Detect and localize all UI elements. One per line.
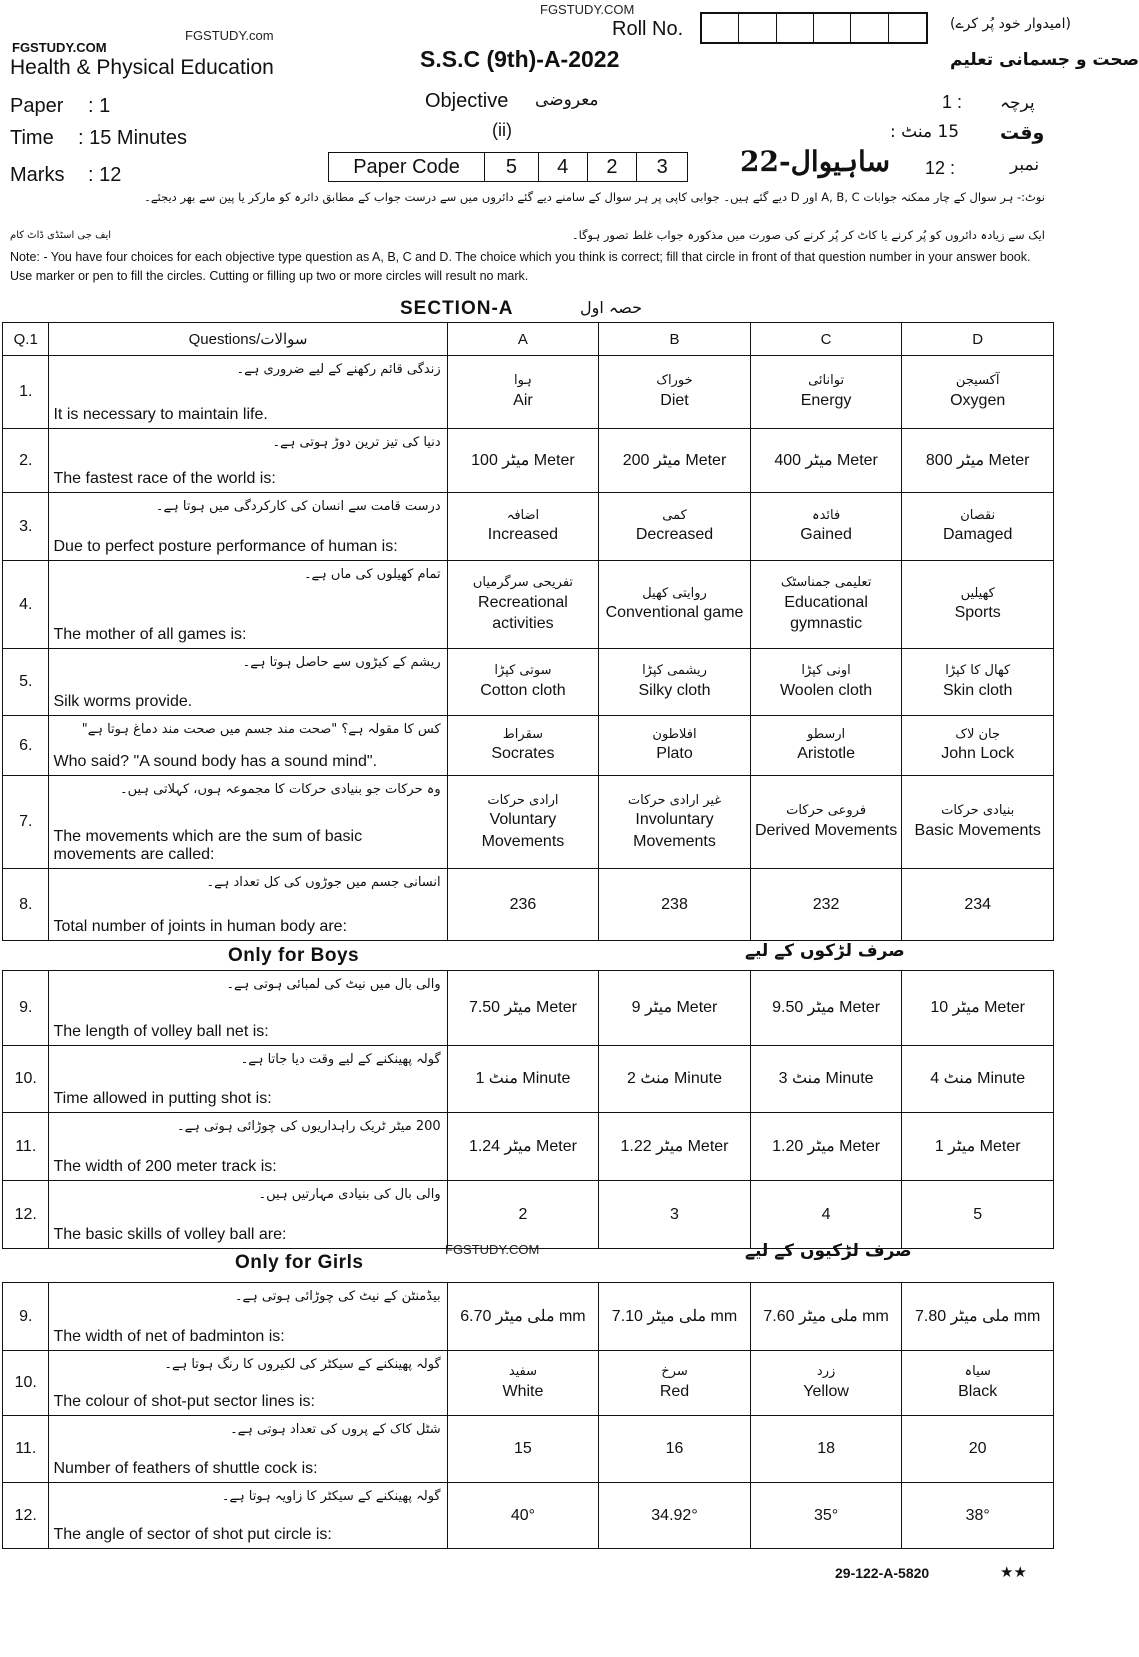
header-d: D — [902, 323, 1054, 356]
option-english: میٹر 1.20 Meter — [772, 1137, 881, 1155]
option-english: میٹر 100 Meter — [471, 451, 575, 469]
option-c — [750, 561, 902, 649]
question-number: 7. — [3, 776, 49, 869]
option-english: 16 — [665, 1440, 684, 1458]
question-row — [3, 869, 1054, 941]
marks-label: Marks — [10, 164, 65, 186]
option-urdu: روایتی کھیل — [642, 585, 707, 601]
option-b — [599, 561, 751, 649]
question-english: Time allowed in putting shot is: — [53, 1090, 272, 1107]
option-a — [447, 1283, 599, 1351]
option-english: ملی میٹر 6.70 mm — [460, 1307, 586, 1325]
option-english: میٹر 1.24 Meter — [468, 1137, 577, 1155]
paper-code-digit: 3 — [656, 155, 668, 178]
question-number: 6. — [3, 716, 49, 776]
question-number: 12. — [3, 1181, 49, 1249]
question-urdu: کس کا مقولہ ہے؟ "صحت مند جسم میں صحت مند دماغ ہوتا ہے" — [81, 722, 441, 737]
question-english: The movements which are the sum of basic movements are called: — [53, 828, 363, 863]
option-english: منٹ 1 Minute — [475, 1070, 571, 1088]
boys-title: Only for Boys — [228, 945, 360, 966]
option-urdu: افلاطون — [652, 726, 697, 742]
paper-code-digit: 2 — [588, 153, 638, 181]
option-english: ملی میٹر 7.10 mm — [611, 1307, 738, 1325]
paper-urdu: پرچہ — [1000, 93, 1035, 113]
option-urdu: آکسیجن — [955, 373, 1000, 389]
question-english: The width of 200 meter track is: — [53, 1158, 277, 1175]
question-number: 9. — [3, 1283, 49, 1351]
header-c: C — [750, 323, 902, 356]
option-english: 20 — [968, 1440, 987, 1458]
option-english: Diet — [660, 391, 689, 409]
option-english: Sports — [954, 604, 1001, 622]
option-a — [447, 716, 599, 776]
question-row — [3, 429, 1054, 493]
option-c — [750, 716, 902, 776]
option-english: John Lock — [941, 745, 1015, 763]
option-d — [902, 869, 1054, 941]
question-urdu: وہ حرکات جو بنیادی حرکات کا مجموعہ ہوں، کہلاتی ہیں۔ — [119, 782, 441, 797]
header-a: A — [447, 323, 599, 356]
question-english: The basic skills of volley ball are: — [53, 1226, 287, 1243]
option-d — [902, 429, 1054, 493]
handwritten-board-mark: ساہیوال-22 — [740, 145, 891, 178]
question-cell — [49, 493, 447, 561]
option-d — [902, 1483, 1054, 1549]
option-urdu: سقراط — [502, 726, 544, 742]
option-c — [750, 429, 902, 493]
roll-note-urdu: (امیدوار خود پُر کرے) — [950, 16, 1071, 32]
option-english: 5 — [973, 1205, 983, 1223]
option-english: 3 — [670, 1205, 679, 1223]
option-english: 234 — [964, 895, 992, 913]
option-english: Silky cloth — [638, 681, 711, 699]
time-urdu: وقت — [1000, 122, 1045, 144]
question-row — [3, 971, 1054, 1046]
paper-code-box — [328, 152, 688, 182]
option-urdu: ہوا — [513, 373, 532, 389]
option-urdu: فروعی حرکات — [786, 803, 867, 819]
option-english: ملی میٹر 7.60 mm — [763, 1307, 889, 1325]
option-a — [447, 971, 599, 1046]
option-c — [750, 1046, 902, 1113]
option-english: Basic Movements — [914, 821, 1041, 839]
question-cell — [49, 776, 447, 869]
option-d — [902, 716, 1054, 776]
option-d — [902, 356, 1054, 429]
option-english: Increased — [487, 526, 559, 544]
option-urdu: غیر ارادی حرکات — [627, 792, 722, 808]
option-english: Educational gymnastic — [784, 593, 868, 633]
option-urdu: کمی — [662, 507, 687, 523]
question-english: Total number of joints in human body are: — [53, 918, 347, 935]
question-row — [3, 776, 1054, 869]
option-urdu: تفریحی سرگرمیاں — [472, 575, 574, 591]
question-english: Due to perfect posture performance of human is: — [53, 538, 398, 555]
option-english: 40° — [510, 1506, 536, 1524]
question-row — [3, 561, 1054, 649]
option-c — [750, 1181, 902, 1249]
girls-title: Only for Girls — [235, 1252, 364, 1273]
girls-title-urdu: صرف لڑکیوں کے لیے — [745, 1241, 912, 1261]
option-d — [902, 649, 1054, 716]
question-english: Number of feathers of shuttle cock is: — [53, 1460, 318, 1477]
exam-title: S.S.C (9th)-A-2022 — [420, 46, 620, 72]
question-cell — [49, 649, 447, 716]
question-row — [3, 493, 1054, 561]
marks-value: : 12 — [88, 164, 122, 186]
question-number: 8. — [3, 869, 49, 941]
option-english: میٹر 200 Meter — [622, 451, 727, 469]
option-c — [750, 1113, 902, 1181]
option-d — [902, 1416, 1054, 1483]
paper-label: Paper — [10, 95, 64, 117]
watermark: FGSTUDY.COM — [445, 1242, 540, 1257]
question-number: 11. — [3, 1416, 49, 1483]
watermark: FGSTUDY.COM — [12, 40, 107, 55]
option-c — [750, 1416, 902, 1483]
section-a-title: SECTION-A — [400, 298, 514, 319]
question-cell — [49, 1351, 447, 1416]
option-urdu: اونی کپڑا — [801, 663, 851, 679]
question-cell — [49, 869, 447, 941]
question-english: The width of net of badminton is: — [53, 1328, 285, 1345]
option-urdu: جان لاک — [955, 726, 1001, 742]
boys-title-urdu: صرف لڑکوں کے لیے — [745, 941, 905, 961]
question-urdu: بیڈمنٹن کے نیٹ کی چوڑائی ہوتی ہے۔ — [234, 1289, 441, 1304]
question-number: 12. — [3, 1483, 49, 1549]
marks-urdu: نمبر — [1010, 155, 1040, 175]
watermark-urdu: ایف جی اسٹڈی ڈاٹ کام — [10, 230, 112, 241]
option-english: میٹر 400 Meter — [774, 451, 878, 469]
option-c — [750, 356, 902, 429]
question-row — [3, 649, 1054, 716]
option-urdu: سوتی کپڑا — [494, 663, 552, 679]
question-english: It is necessary to maintain life. — [53, 406, 268, 423]
roll-no-boxes[interactable] — [700, 12, 928, 44]
option-english: Gained — [800, 526, 852, 544]
option-english: 15 — [514, 1440, 532, 1458]
objective-label: Objective — [425, 90, 509, 112]
question-cell — [49, 1416, 447, 1483]
option-english: White — [502, 1382, 544, 1400]
option-c — [750, 1483, 902, 1549]
option-c — [750, 971, 902, 1046]
option-urdu: اضافہ — [506, 507, 540, 523]
question-row — [3, 1283, 1054, 1351]
option-english: Derived Movements — [754, 821, 898, 839]
option-urdu: نقصان — [960, 507, 996, 523]
paper-value: : 1 — [88, 95, 111, 117]
question-number: 5. — [3, 649, 49, 716]
option-english: Conventional game — [605, 604, 744, 622]
option-c — [750, 1351, 902, 1416]
option-b — [599, 429, 751, 493]
question-english: The fastest race of the world is: — [53, 470, 276, 487]
roll-no-label: Roll No. — [612, 18, 684, 40]
question-urdu: والی بال کی بنیادی مہارتیں ہیں۔ — [258, 1187, 441, 1202]
option-b — [599, 1283, 751, 1351]
option-a — [447, 1351, 599, 1416]
option-urdu: سیاہ — [964, 1364, 991, 1380]
option-urdu: تعلیمی جمناسٹک — [780, 575, 872, 591]
note-urdu-2: ایک سے زیادہ دائروں کو پُر کرنے یا کاٹ کر پُر کرنے کی صورت میں مذکورہ جواب غلط تصور ہوگا۔ — [571, 228, 1045, 242]
option-urdu: کھال کا کپڑا — [945, 663, 1011, 679]
option-english: میٹر 9 Meter — [631, 999, 718, 1017]
question-row — [3, 716, 1054, 776]
option-d — [902, 1351, 1054, 1416]
option-b — [599, 869, 751, 941]
option-english: 238 — [661, 895, 688, 913]
question-cell — [49, 1113, 447, 1181]
option-b — [599, 1046, 751, 1113]
question-urdu: گولہ پھینکنے کے سیکٹر کا زاویہ ہوتا ہے۔ — [221, 1489, 441, 1504]
option-d — [902, 1181, 1054, 1249]
option-urdu: بنیادی حرکات — [941, 803, 1015, 819]
option-b — [599, 1351, 751, 1416]
question-cell — [49, 561, 447, 649]
option-a — [447, 1113, 599, 1181]
question-row — [3, 1181, 1054, 1249]
option-english: Energy — [800, 391, 852, 409]
option-c — [750, 649, 902, 716]
option-english: منٹ 4 Minute — [930, 1070, 1026, 1088]
option-english: میٹر 800 Meter — [925, 451, 1030, 469]
question-urdu: ریشم کے کیڑوں سے حاصل ہوتا ہے۔ — [242, 655, 441, 670]
question-english: The colour of shot-put sector lines is: — [53, 1393, 315, 1410]
option-english: میٹر 7.50 Meter — [468, 999, 577, 1017]
option-english: Decreased — [635, 526, 714, 544]
question-number: 11. — [3, 1113, 49, 1181]
question-cell — [49, 1483, 447, 1549]
option-english: Socrates — [491, 745, 555, 763]
question-row — [3, 1113, 1054, 1181]
option-c — [750, 776, 902, 869]
option-english: Skin cloth — [943, 681, 1013, 699]
question-cell — [49, 1181, 447, 1249]
question-urdu: گولہ پھینکنے کے سیکٹر کی لکیروں کا رنگ ہوتا ہے۔ — [164, 1357, 441, 1372]
option-d — [902, 1046, 1054, 1113]
question-urdu: دنیا کی تیز ترین دوڑ ہوتی ہے۔ — [272, 435, 441, 450]
option-a — [447, 776, 599, 869]
option-english: 18 — [817, 1440, 835, 1458]
question-number: 10. — [3, 1046, 49, 1113]
boys-table — [2, 970, 1054, 1249]
paper-code-label: Paper Code — [329, 153, 485, 181]
question-english: The angle of sector of shot put circle is: — [53, 1526, 332, 1543]
option-english: منٹ 3 Minute — [778, 1070, 874, 1088]
option-english: 232 — [812, 895, 840, 913]
question-number: 2. — [3, 429, 49, 493]
note-english: Note: - You have four choices for each objective type question as A, B, C and D. The choice which you think is correct; fill that circle in front of that question number in your answer book. Use marker or pen to fill the circles. Cutting or filling up two or more circles will result no mark. — [10, 250, 1031, 284]
girls-table — [2, 1282, 1054, 1549]
option-english: Woolen cloth — [779, 681, 873, 699]
paper-urdu-value: 1 : — [942, 92, 963, 112]
option-english: Aristotle — [797, 745, 855, 763]
question-number: 10. — [3, 1351, 49, 1416]
question-row — [3, 1046, 1054, 1113]
option-c — [750, 869, 902, 941]
question-cell — [49, 429, 447, 493]
question-cell — [49, 1283, 447, 1351]
option-urdu: سرخ — [661, 1364, 688, 1380]
time-value: : 15 Minutes — [78, 127, 187, 149]
question-english: The length of volley ball net is: — [53, 1023, 269, 1040]
option-english: Voluntary Movements — [481, 811, 565, 850]
question-row — [3, 1483, 1054, 1549]
option-english: Involuntary Movements — [633, 811, 716, 850]
option-b — [599, 716, 751, 776]
watermark: FGSTUDY.COM — [540, 2, 635, 17]
option-english: ملی میٹر 7.80 mm — [914, 1307, 1041, 1325]
option-english: منٹ 2 Minute — [627, 1070, 722, 1088]
option-english: میٹر 9.50 Meter — [772, 999, 881, 1017]
option-b — [599, 493, 751, 561]
question-urdu: انسانی جسم میں جوڑوں کی کل تعداد ہے۔ — [206, 875, 441, 890]
watermark: FGSTUDY.com — [185, 28, 274, 43]
option-english: Damaged — [943, 526, 1013, 544]
option-a — [447, 429, 599, 493]
part-label: (ii) — [492, 120, 512, 140]
option-english: Oxygen — [950, 391, 1006, 409]
option-b — [599, 649, 751, 716]
option-english: 34.92° — [651, 1506, 698, 1524]
option-english: 2 — [518, 1205, 528, 1223]
option-b — [599, 971, 751, 1046]
option-english: Cotton cloth — [480, 681, 566, 699]
question-urdu: تمام کھیلوں کی ماں ہے۔ — [303, 567, 441, 582]
option-c — [750, 1283, 902, 1351]
option-a — [447, 356, 599, 429]
question-cell — [49, 356, 447, 429]
option-b — [599, 1113, 751, 1181]
option-english: 35° — [813, 1506, 839, 1524]
option-a — [447, 1046, 599, 1113]
option-b — [599, 356, 751, 429]
option-english: Yellow — [803, 1382, 849, 1400]
header-b: B — [599, 323, 751, 356]
option-d — [902, 971, 1054, 1046]
option-a — [447, 869, 599, 941]
option-english: Recreational activities — [478, 593, 568, 633]
objective-urdu: معروضی — [535, 90, 599, 110]
section-a-title-urdu: حصہ اول — [580, 298, 643, 317]
option-urdu: فائدہ — [811, 507, 841, 523]
option-english: Black — [958, 1382, 998, 1400]
option-urdu: ارسطو — [807, 726, 846, 742]
question-english: The mother of all games is: — [53, 626, 247, 643]
question-number: 4. — [3, 561, 49, 649]
option-b — [599, 1181, 751, 1249]
footer-code: 29-122-A-5820 — [835, 1565, 930, 1581]
option-d — [902, 493, 1054, 561]
paper-code-digit: 5 — [485, 153, 539, 181]
question-row — [3, 1416, 1054, 1483]
option-english: 4 — [821, 1205, 831, 1223]
question-number: 1. — [3, 356, 49, 429]
option-d — [902, 561, 1054, 649]
question-urdu: گولہ پھینکنے کے لیے وقت دیا جاتا ہے۔ — [240, 1052, 441, 1067]
question-english: Who said? "A sound body has a sound mind". — [53, 753, 378, 770]
option-d — [902, 776, 1054, 869]
question-number: 9. — [3, 971, 49, 1046]
option-a — [447, 1416, 599, 1483]
subject-urdu: صحت و جسمانی تعلیم — [950, 50, 1139, 70]
option-english: میٹر 10 Meter — [930, 999, 1025, 1017]
option-d — [902, 1113, 1054, 1181]
option-b — [599, 776, 751, 869]
marks-urdu-value: 12 : — [925, 158, 956, 178]
question-urdu: درست قامت سے انسان کی کارکردگی میں ہوتا ہے۔ — [155, 499, 441, 514]
option-english: میٹر 1 Meter — [934, 1137, 1021, 1155]
question-row — [3, 1351, 1054, 1416]
option-english: Red — [659, 1382, 690, 1400]
option-a — [447, 1181, 599, 1249]
option-urdu: توانائی — [808, 373, 845, 389]
option-urdu: کھیلیں — [960, 585, 995, 601]
section-a-table — [2, 322, 1054, 941]
question-english: Silk worms provide. — [53, 693, 193, 710]
option-urdu: ارادی حرکات — [487, 792, 559, 808]
option-english: 38° — [965, 1506, 990, 1524]
option-a — [447, 649, 599, 716]
option-c — [750, 493, 902, 561]
question-cell — [49, 1046, 447, 1113]
option-english: Air — [513, 391, 533, 409]
note-urdu-1: نوٹ:- ہر سوال کے چار ممکنہ جوابات A, B, C اور D دیے گئے ہیں۔ جوابی کاپی پر ہر سوال کے سامنے دیے گئے دائروں میں سے درست جواب کے مطابق دائرہ کو مارکر یا پین سے بھر دیجئے۔ — [144, 190, 1045, 204]
option-urdu: ریشمی کپڑا — [642, 663, 707, 679]
time-label: Time — [10, 127, 54, 149]
paper-code-digit: 4 — [539, 153, 588, 181]
question-urdu: زندگی قائم رکھنے کے لیے ضروری ہے۔ — [236, 362, 441, 377]
question-cell — [49, 716, 447, 776]
footer-stars: ★★ — [1000, 1564, 1027, 1581]
question-urdu: شٹل کاک کے پروں کی تعداد ہوتی ہے۔ — [230, 1422, 441, 1437]
header-questions: Questions/سوالات — [49, 323, 447, 356]
time-urdu-value: 15 منٹ : — [890, 122, 960, 142]
option-urdu: زرد — [816, 1364, 836, 1380]
question-cell — [49, 971, 447, 1046]
header-qno: Q.1 — [3, 323, 49, 356]
option-urdu: خوراک — [656, 373, 693, 389]
question-urdu: والی بال میں نیٹ کی لمبائی ہوتی ہے۔ — [226, 977, 441, 992]
option-b — [599, 1483, 751, 1549]
option-urdu: سفید — [508, 1364, 538, 1380]
option-a — [447, 561, 599, 649]
question-number: 3. — [3, 493, 49, 561]
option-english: 236 — [509, 895, 537, 913]
question-row — [3, 356, 1054, 429]
option-a — [447, 1483, 599, 1549]
option-a — [447, 493, 599, 561]
option-d — [902, 1283, 1054, 1351]
option-english: Plato — [656, 745, 693, 763]
subject-english: Health & Physical Education — [10, 56, 274, 79]
question-urdu: 200 میٹر ٹریک راہداریوں کی چوڑائی ہوتی ہے۔ — [177, 1119, 441, 1134]
option-english: میٹر 1.22 Meter — [620, 1137, 729, 1155]
option-b — [599, 1416, 751, 1483]
